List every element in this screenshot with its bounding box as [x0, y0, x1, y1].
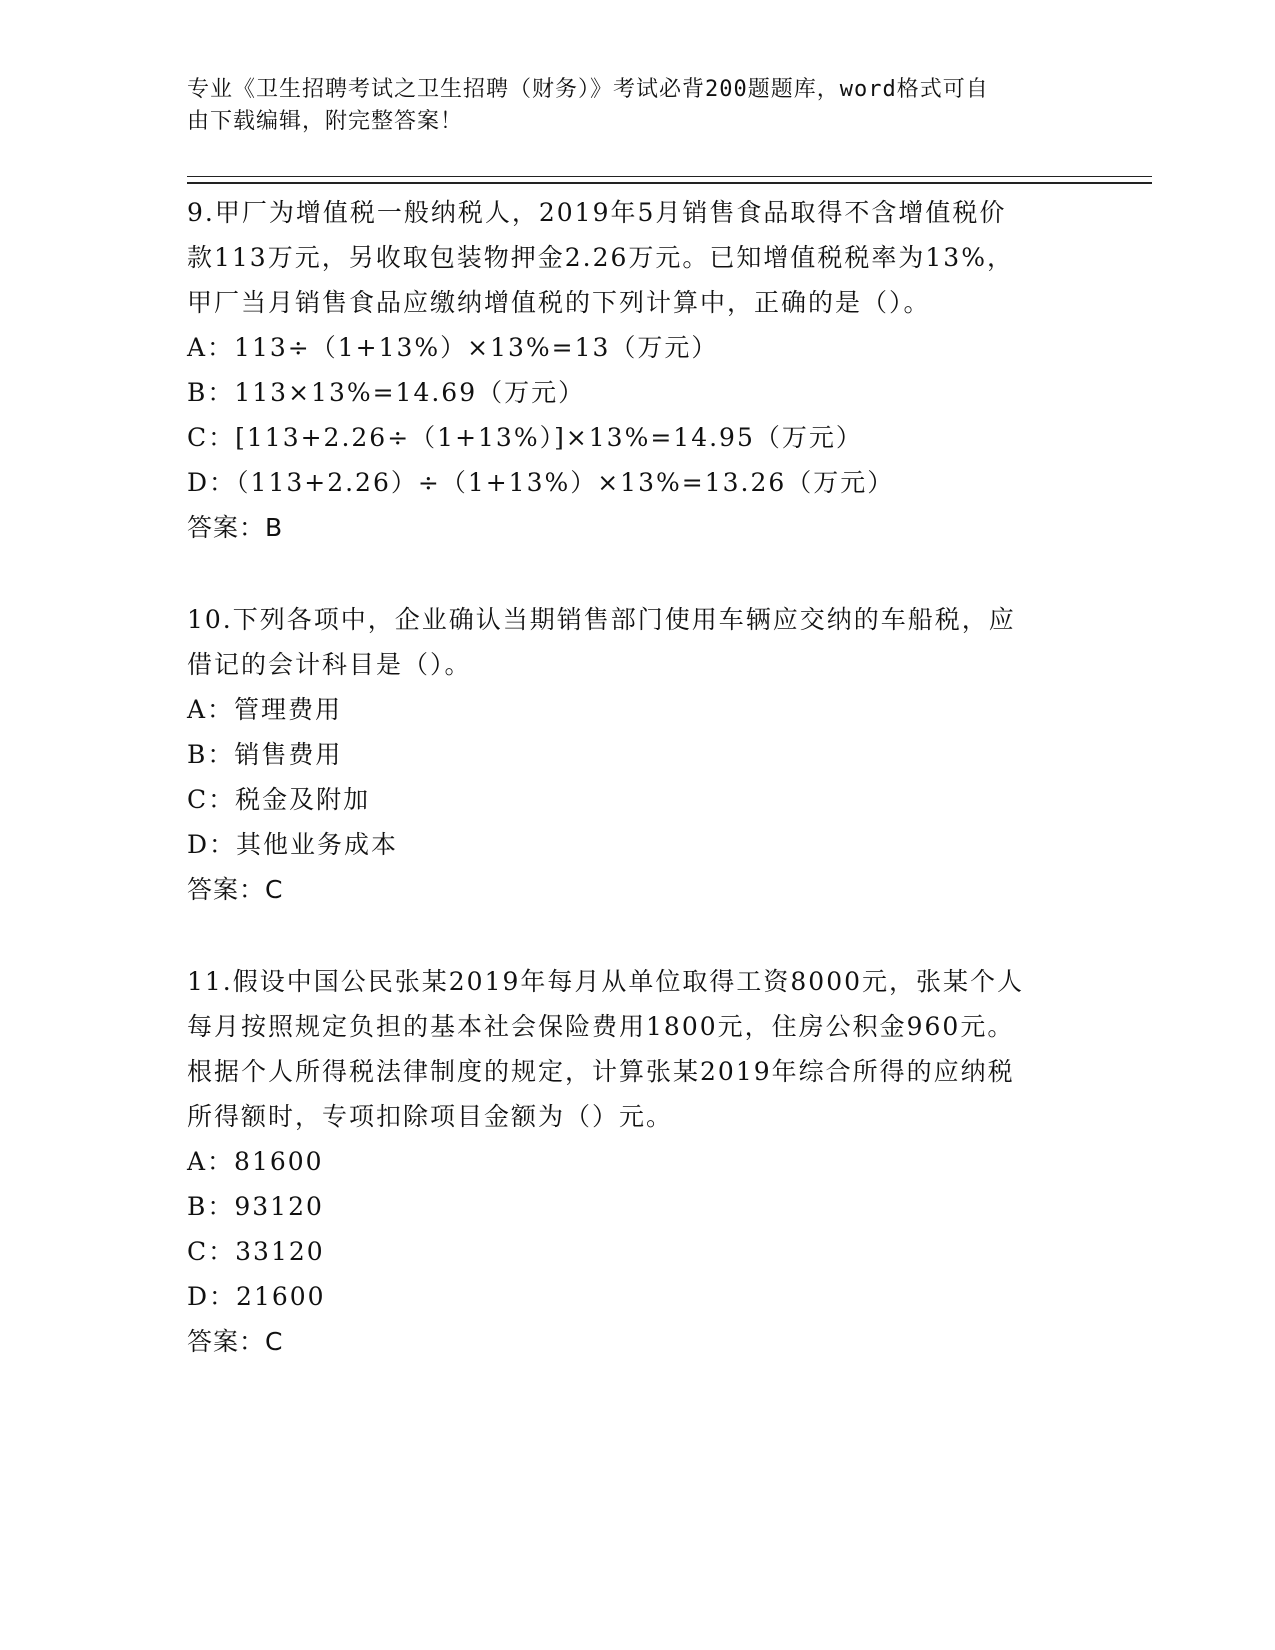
header-line-1: 专业《卫生招聘考试之卫生招聘（财务）》考试必背200题题库，word格式可自 [187, 77, 989, 102]
question-9-option-c: C：[113+2.26÷（1+13%）]×13%=14.95（万元） [187, 423, 863, 452]
question-10-option-b: B：销售费用 [187, 740, 343, 769]
question-11-option-b: B：93120 [187, 1192, 324, 1221]
question-11-option-c: C：33120 [187, 1237, 325, 1266]
question-11-line-4: 所得额时，专项扣除项目金额为（）元。 [187, 1102, 674, 1131]
question-9-line-3: 甲厂当月销售食品应缴纳增值税的下列计算中，正确的是（）。 [187, 288, 931, 317]
question-11-option-a: A：81600 [187, 1147, 324, 1176]
question-9-line-2: 款113万元，另收取包装物押金2.26万元。已知增值税税率为13%， [187, 243, 1014, 272]
header-divider-thin [187, 176, 1152, 177]
question-9-answer: 答案：B [187, 513, 284, 542]
question-11-answer: 答案：C [187, 1327, 284, 1356]
question-11-line-3: 根据个人所得税法律制度的规定，计算张某2019年综合所得的应纳税 [187, 1057, 1015, 1086]
question-9-line-1: 9.甲厂为增值税一般纳税人，2019年5月销售食品取得不含增值税价 [187, 198, 1007, 227]
question-9 [187, 190, 1067, 550]
question-9-option-d: D：（113+2.26）÷（1+13%）×13%=13.26（万元） [187, 468, 895, 497]
question-11-line-1: 11.假设中国公民张某2019年每月从单位取得工资8000元，张某个人 [187, 967, 1025, 996]
question-10-line-2: 借记的会计科目是（）。 [187, 650, 472, 679]
question-11 [187, 959, 1067, 1364]
question-11-option-d: D：21600 [187, 1282, 326, 1311]
header-line-2: 由下载编辑，附完整答案！ [187, 109, 464, 134]
question-10-option-c: C：税金及附加 [187, 785, 371, 814]
document-header [187, 74, 1067, 138]
question-10-line-1: 10.下列各项中，企业确认当期销售部门使用车辆应交纳的车船税，应 [187, 605, 1016, 634]
question-10-option-d: D：其他业务成本 [187, 830, 399, 859]
question-10-answer: 答案：C [187, 875, 284, 904]
question-11-line-2: 每月按照规定负担的基本社会保险费用1800元，住房公积金960元。 [187, 1012, 1015, 1041]
header-divider-thick [187, 182, 1152, 184]
question-9-option-a: A：113÷（1+13%）×13%=13（万元） [187, 333, 719, 362]
question-10-option-a: A：管理费用 [187, 695, 343, 724]
question-10 [187, 597, 1067, 912]
question-9-option-b: B：113×13%=14.69（万元） [187, 378, 586, 407]
